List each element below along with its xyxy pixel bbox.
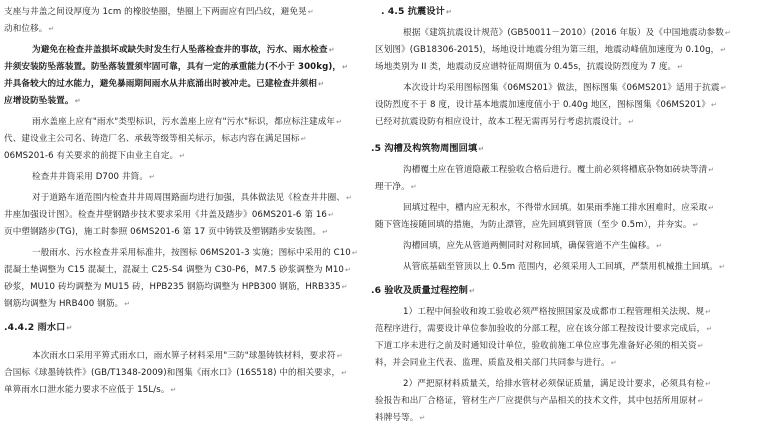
line-text: 对于道路车道范围内检查井井周周围路面均进行加强，具体做法见《检查井井圈、 bbox=[32, 193, 345, 203]
text-line bbox=[4, 149, 185, 163]
paragraph-mark-icon: ↵ bbox=[322, 228, 329, 236]
paragraph-mark-icon: ↵ bbox=[711, 101, 717, 109]
line-text: 区划图》(GB18306-2015)，场地设计地震分组为第三组，地震动峰值加速度为 0.10g， bbox=[375, 45, 720, 55]
text-line bbox=[403, 201, 714, 215]
line-text: 并具备较大的过水能力，避免暴雨期间雨水从井底涌出时被冲走。已建检查井须相 bbox=[4, 79, 317, 89]
line-text: 1）工程中间验收和竣工验收必须严格按照国家及成都市工程管理相关法规、规 bbox=[403, 307, 705, 317]
line-text: 理干净。 bbox=[375, 182, 410, 192]
paragraph-mark-icon: ↵ bbox=[342, 63, 349, 71]
paragraph-mark-icon: ↵ bbox=[307, 8, 314, 16]
paragraph-mark-icon: ↵ bbox=[74, 97, 81, 105]
text-line bbox=[4, 77, 324, 91]
paragraph-mark-icon: ↵ bbox=[419, 414, 426, 422]
text-line bbox=[4, 60, 348, 74]
line-text: 检查井井筒采用 D700 井筒。 bbox=[32, 172, 149, 182]
text-line bbox=[4, 263, 351, 277]
text-line bbox=[32, 170, 155, 184]
paragraph-mark-icon: ↵ bbox=[179, 152, 186, 160]
line-text: 料，并会同业主代表、监理、质监及相关部门共同参与进行。 bbox=[375, 358, 610, 368]
paragraph-mark-icon: ↵ bbox=[697, 397, 704, 405]
line-text: 设防烈度不于 8 度，设计基本地震加速度值小于 0.40g 地区，图标图集《06MS201》 bbox=[375, 100, 711, 110]
text-line bbox=[4, 22, 54, 36]
text-line bbox=[32, 43, 335, 57]
text-line bbox=[375, 356, 617, 370]
paragraph-mark-icon: ↵ bbox=[720, 84, 727, 92]
line-text: 井座加强设计图》。检查井壁钢踏步技术要求采用《井盖及踏步》06MS201-6 第 16 bbox=[4, 210, 327, 220]
section-heading bbox=[371, 142, 484, 156]
line-text: 支座与井盖之间设厚度为 1cm 的橡胶垫圈，垫圈上下两面应有凹凸纹，避免晃 bbox=[4, 7, 307, 17]
line-text: .6 验收及质量过程控制 bbox=[371, 285, 468, 296]
line-text: 料牌号等。 bbox=[375, 413, 419, 423]
text-line bbox=[403, 26, 731, 40]
section-heading bbox=[381, 5, 452, 19]
text-line bbox=[375, 180, 417, 194]
section-heading bbox=[371, 284, 475, 298]
text-line bbox=[375, 322, 712, 336]
paragraph-mark-icon: ↵ bbox=[328, 211, 334, 219]
text-line bbox=[32, 115, 342, 129]
paragraph-mark-icon: ↵ bbox=[610, 359, 617, 367]
text-line bbox=[375, 98, 717, 112]
text-line bbox=[4, 5, 314, 19]
text-line bbox=[32, 349, 343, 363]
paragraph-mark-icon: ↵ bbox=[706, 325, 713, 333]
line-text: 场地类别为 II 类，地震动反应谱特征周期值为 0.45s，抗震设防烈度为 7 度。 bbox=[375, 62, 677, 72]
text-line bbox=[403, 163, 714, 177]
paragraph-mark-icon: ↵ bbox=[656, 242, 663, 250]
line-text: 回填过程中，槽内应无积水，不得带水回填。如果雨季施工排水困难时，应采取 bbox=[403, 203, 708, 213]
paragraph-mark-icon: ↵ bbox=[724, 29, 731, 37]
paragraph-mark-icon: ↵ bbox=[351, 249, 358, 257]
line-text: 沟槽回填，应先从管道两侧同时对称回填，确保管道不产生偏移。 bbox=[403, 241, 656, 251]
text-line bbox=[375, 60, 683, 74]
line-text: . 4.5 抗震设计 bbox=[381, 6, 445, 17]
line-text: 代、建设业主公司名、铸造厂名、承载等级等相关标示，标志内容在满足国标 bbox=[4, 134, 300, 144]
line-text: 页中塑钢踏步(TG)，施工时参照 06MS201-6 第 17 页中铸铁及塑钢踏步安装图。 bbox=[4, 227, 322, 237]
line-text: 根据《建筑抗震设计规范》(GB50011－2010）(2016 年版）及《中国地震动参数 bbox=[403, 28, 724, 38]
text-line bbox=[375, 218, 699, 232]
text-line bbox=[4, 225, 328, 239]
line-text: 动和位移。 bbox=[4, 24, 48, 34]
text-line bbox=[4, 208, 334, 222]
paragraph-mark-icon: ↵ bbox=[300, 135, 307, 143]
paragraph-mark-icon: ↵ bbox=[720, 46, 727, 54]
text-line bbox=[32, 191, 352, 205]
paragraph-mark-icon: ↵ bbox=[708, 166, 715, 174]
text-line bbox=[4, 366, 347, 380]
paragraph-mark-icon: ↵ bbox=[317, 80, 324, 88]
section-heading bbox=[4, 321, 72, 335]
line-text: 验报告和出厂合格证，管材生产厂应提供与产品相关的技术文件，其中包括所用原材 bbox=[375, 396, 697, 406]
line-text: 本次设计均采用图标图集《06MS201》做法，图标图集《06MS201》适用于抗震 bbox=[403, 83, 720, 93]
text-line bbox=[375, 411, 425, 425]
line-text: 已经对抗震设防有相应设计，故本工程无需再另行考虑抗震设计。 bbox=[375, 117, 628, 127]
text-line bbox=[375, 339, 704, 353]
paragraph-mark-icon: ↵ bbox=[445, 8, 452, 16]
text-line bbox=[4, 297, 130, 311]
paragraph-mark-icon: ↵ bbox=[478, 145, 485, 153]
paragraph-mark-icon: ↵ bbox=[341, 283, 348, 291]
paragraph-mark-icon: ↵ bbox=[124, 300, 131, 308]
line-text: 应增设防坠装置。 bbox=[4, 96, 74, 106]
paragraph-mark-icon: ↵ bbox=[345, 194, 352, 202]
paragraph-mark-icon: ↵ bbox=[468, 287, 475, 295]
paragraph-mark-icon: ↵ bbox=[677, 63, 684, 71]
text-line bbox=[403, 260, 725, 274]
line-text: 混凝土垫调整为 C15 混凝土，混凝土 C25-S4 调整为 C30-P6，M7.5 砂浆调整为 M10 bbox=[4, 265, 344, 275]
text-line bbox=[4, 132, 307, 146]
line-text: 从管底基础至管顶以上 0.5m 范围内，必须采用人工回填，严禁用机械推土回填。 bbox=[403, 262, 718, 272]
text-line bbox=[403, 377, 711, 391]
paragraph-mark-icon: ↵ bbox=[48, 25, 55, 33]
line-text: 下道工序未进行之前及时通知设计单位，验收前施工单位应事先准备好必须的相关资 bbox=[375, 341, 697, 351]
line-text: 随下管连接随回填的措施，为防止漂管，应先回填到管顶（至少 0.5m），并夯实。 bbox=[375, 220, 692, 230]
line-text: 井须安装防坠落装置。防坠落装置须牢固可靠，具有一定的承重能力(不小于 300kg)， bbox=[4, 62, 342, 72]
paragraph-mark-icon: ↵ bbox=[336, 352, 343, 360]
line-text: 雨水盖座上应有"雨水"类型标识，污水盖座上应有"污水"标识，都应标注建成年 bbox=[32, 117, 336, 127]
paragraph-mark-icon: ↵ bbox=[410, 183, 417, 191]
paragraph-mark-icon: ↵ bbox=[341, 369, 348, 377]
line-text: .4.4.2 雨水口 bbox=[4, 322, 66, 333]
text-line bbox=[4, 280, 348, 294]
paragraph-mark-icon: ↵ bbox=[719, 263, 725, 271]
paragraph-mark-icon: ↵ bbox=[692, 221, 699, 229]
line-text: 沟槽覆土应在管道隐蔽工程验收合格后进行。覆土前必须将槽底杂物如砖块等清 bbox=[403, 165, 708, 175]
paragraph-mark-icon: ↵ bbox=[336, 118, 343, 126]
text-line bbox=[375, 115, 634, 129]
paragraph-mark-icon: ↵ bbox=[149, 173, 155, 181]
line-text: 06MS201-6 有关要求的前提下由业主自定。 bbox=[4, 151, 179, 161]
text-line bbox=[32, 246, 358, 260]
text-line bbox=[403, 239, 662, 253]
line-text: 一般雨水、污水检查井采用标准井，按图标 06MS201-3 实施；图标中采用的 C10 bbox=[32, 248, 351, 258]
line-text: 为避免在检查井盖损坏或缺失时发生行人坠落检查井的事故，污水、雨水检查 bbox=[32, 45, 328, 55]
text-line bbox=[375, 43, 726, 57]
line-text: 范程序进行，需要设计单位参加验收的分部工程，应在该分部工程按设计要求完成后， bbox=[375, 324, 706, 334]
paragraph-mark-icon: ↵ bbox=[628, 118, 635, 126]
paragraph-mark-icon: ↵ bbox=[708, 204, 715, 212]
text-line bbox=[403, 81, 727, 95]
paragraph-mark-icon: ↵ bbox=[66, 324, 73, 332]
line-text: .5 沟槽及构筑物周围回填 bbox=[371, 143, 478, 154]
line-text: 钢筋均调整为 HRB400 钢筋。 bbox=[4, 299, 124, 309]
paragraph-mark-icon: ↵ bbox=[328, 46, 335, 54]
paragraph-mark-icon: ↵ bbox=[705, 308, 712, 316]
line-text: 砂浆，MU10 砖均调整为 MU15 砖，HPB235 钢筋均调整为 HPB300 钢筋，HRB335 bbox=[4, 282, 341, 292]
text-line bbox=[375, 394, 704, 408]
paragraph-mark-icon: ↵ bbox=[705, 380, 712, 388]
text-line bbox=[403, 305, 711, 319]
line-text: 单箅雨水口泄水能力要求不应低于 15L/s。 bbox=[4, 385, 170, 395]
line-text: 2）严把原材料质量关，给排水管材必须保证质量，满足设计要求，必须具有检 bbox=[403, 379, 705, 389]
line-text: 本次雨水口采用平箅式雨水口，雨水箅子材料采用"三防"球墨铸铁材料，要求符 bbox=[32, 351, 336, 361]
line-text: 合国标《球墨铸铁件》(GB/T1348-2009)和图集《雨水口》(16S518) 中的相关要求， bbox=[4, 368, 341, 378]
text-line bbox=[4, 383, 177, 397]
paragraph-mark-icon: ↵ bbox=[345, 266, 351, 274]
paragraph-mark-icon: ↵ bbox=[697, 342, 704, 350]
paragraph-mark-icon: ↵ bbox=[170, 386, 177, 394]
text-line bbox=[4, 94, 81, 108]
